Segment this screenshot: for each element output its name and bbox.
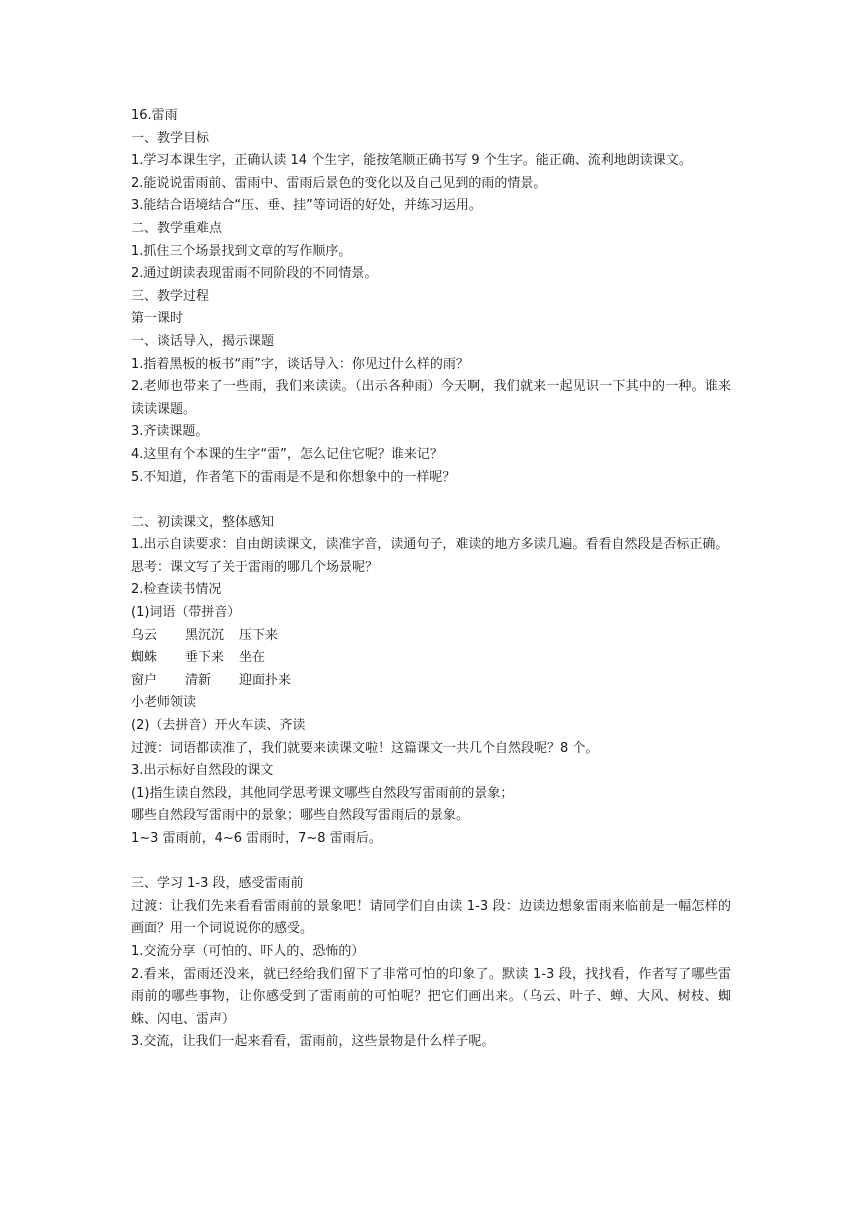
sub-step-item: (2)（去拼音）开火车读、齐读 xyxy=(131,718,306,734)
sub-step-item: (1)词语（带拼音） xyxy=(131,605,241,621)
section-heading-process: 三、教学过程 xyxy=(131,288,210,304)
word: 黑沉沉 xyxy=(185,627,225,643)
step-note: 小老师领读 xyxy=(131,695,197,711)
word: 坐在 xyxy=(239,650,266,666)
word-row xyxy=(131,625,731,648)
step-item: 4.这里有个本课的生字“雷”，怎么记住它呢？谁来记？ xyxy=(131,446,443,462)
part-heading: 二、初读课文，整体感知 xyxy=(131,514,275,530)
section-heading-key-points: 二、教学重难点 xyxy=(131,220,223,236)
word: 压下来 xyxy=(239,627,279,643)
step-item: 1.指着黑板的板书“雨”字，谈话导入：你见过什么样的雨？ xyxy=(131,356,469,372)
key-point-item: 2.通过朗读表现雷雨不同阶段的不同情景。 xyxy=(131,266,378,282)
goal-item: 3.能结合语境结合“压、垂、挂”等词语的好处，并练习运用。 xyxy=(131,198,482,214)
part-heading: 一、谈话导入，揭示课题 xyxy=(131,333,275,349)
step-note: 哪些自然段写雷雨中的景象；哪些自然段写雷雨后的景象。 xyxy=(131,808,470,824)
goal-item: 2.能说说雷雨前、雷雨中、雷雨后景色的变化以及自己见到的雨的情景。 xyxy=(131,175,547,191)
step-item: 2.看来，雷雨还没来，就已经给我们留下了非常可怕的印象了。默读 1-3 段，找找看，作者写了哪些雷雨前的哪些事物，让你感受到了雷雨前的可怕呢？把它们画出来。（乌云、叶子、蝉、大风、树枝、蜘蛛、闪电、雷声） xyxy=(131,966,731,1027)
word: 窗户 xyxy=(131,672,158,688)
step-item: 5.不知道，作者笔下的雷雨是不是和你想象中的一样呢？ xyxy=(131,469,456,485)
word-row xyxy=(131,670,731,693)
word: 乌云 xyxy=(131,627,158,643)
document-body xyxy=(131,105,731,1054)
word: 清新 xyxy=(185,672,212,688)
section-heading-goals: 一、教学目标 xyxy=(131,130,210,146)
goal-item: 1.学习本课生字，正确认读 14 个生字，能按笔顺正确书写 9 个生字。能正确、流利地朗读课文。 xyxy=(131,153,692,169)
document-title: 16.雷雨 xyxy=(131,108,178,123)
step-item: 3.交流，让我们一起来看看，雷雨前，这些景物是什么样子呢。 xyxy=(131,1034,495,1050)
key-point-item: 1.抓住三个场景找到文章的写作顺序。 xyxy=(131,243,352,259)
step-item: 2.老师也带来了一些雨，我们来读读。（出示各种雨）今天啊，我们就来一起见识一下其中的一种。谁来读读课题。 xyxy=(131,379,731,417)
step-item: 3.齐读课题。 xyxy=(131,424,209,440)
transition-text: 过渡：词语都读准了，我们就要来读课文啦！这篇课文一共几个自然段呢？8 个。 xyxy=(131,740,599,756)
lesson-label: 第一课时 xyxy=(131,311,184,327)
part-heading: 三、学习 1-3 段，感受雷雨前 xyxy=(131,876,304,892)
word: 垂下来 xyxy=(185,650,225,666)
think-prompt: 思考：课文写了关于雷雨的哪几个场景呢？ xyxy=(131,559,379,575)
sub-step-item: (1)指生读自然段，其他同学思考课文哪些自然段写雷雨前的景象； xyxy=(131,785,514,801)
word-row xyxy=(131,647,731,670)
step-note: 1~3 雷雨前，4~6 雷雨时，7~8 雷雨后。 xyxy=(131,831,382,846)
transition-text: 过渡：让我们先来看看雷雨前的景象吧！请同学们自由读 1-3 段：边读边想象雷雨来临前是一幅怎样的画面？用一个词说说你的感受。 xyxy=(131,898,731,937)
step-item: 2.检查读书情况 xyxy=(131,582,222,598)
blank-line xyxy=(131,489,731,512)
word: 蜘蛛 xyxy=(131,650,158,666)
blank-line xyxy=(131,851,731,874)
step-item: 3.出示标好自然段的课文 xyxy=(131,763,274,779)
step-item: 1.交流分享（可怕的、吓人的、恐怖的） xyxy=(131,943,365,959)
step-item: 1.出示自读要求：自由朗读课文，读准字音，读通句子，难读的地方多读几遍。看看自然段是否标正确。 xyxy=(131,537,729,553)
word: 迎面扑来 xyxy=(239,672,292,688)
